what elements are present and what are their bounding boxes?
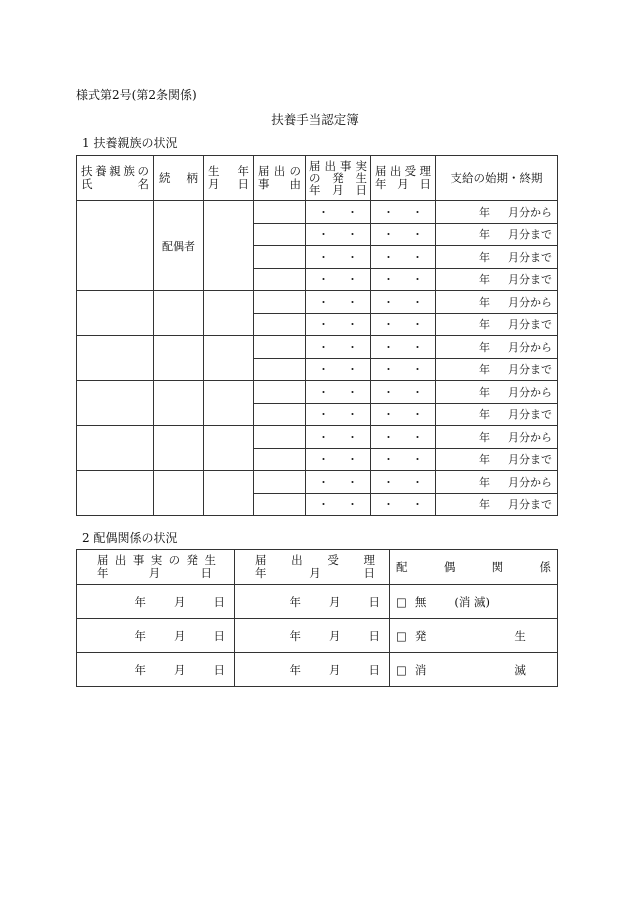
header-char: 生 [355, 171, 367, 185]
month-label: 月 [329, 662, 341, 677]
month-label: 月 [174, 628, 186, 643]
month-label: 月 [329, 594, 341, 609]
dependents-header-row [77, 156, 558, 201]
payment-period-cell[interactable] [436, 223, 558, 246]
month-label: 月 [174, 662, 186, 677]
receipt-date-cell[interactable] [371, 268, 436, 291]
header-char: 親 [109, 164, 121, 178]
header-char: 年 [97, 566, 109, 580]
date-dot: ・ [318, 453, 329, 467]
date-dot: ・ [347, 475, 358, 489]
header-char: 出 [114, 553, 127, 567]
header-char: 月 [332, 183, 344, 197]
header-char: 出 [273, 164, 286, 178]
dependents-table [76, 155, 558, 516]
relationship-cell[interactable] [154, 291, 204, 336]
month-from-label: 月分から [508, 385, 552, 399]
notification-reason-cell[interactable] [254, 403, 306, 426]
payment-period-cell[interactable] [436, 403, 558, 426]
occurrence-date-cell[interactable] [306, 313, 371, 336]
year-label: 年 [479, 498, 490, 512]
month-from-label: 月分から [508, 475, 552, 489]
spouse-relation-row [77, 585, 558, 619]
date-dot: ・ [347, 205, 358, 219]
date-dot: ・ [347, 340, 358, 354]
relation-option-detail: (消 滅) [454, 594, 491, 609]
month-from-label: 月分から [508, 295, 552, 309]
date-dot: ・ [383, 250, 394, 264]
date-dot: ・ [318, 295, 329, 309]
year-label: 年 [479, 408, 490, 422]
date-dot: ・ [383, 340, 394, 354]
receipt-date-cell[interactable] [235, 619, 390, 653]
birth-date-cell[interactable] [204, 201, 254, 291]
occurrence-date-cell[interactable] [306, 223, 371, 246]
date-dot: ・ [383, 228, 394, 242]
header-receipt-date [371, 156, 436, 201]
date-dot: ・ [318, 385, 329, 399]
receipt-date-cell[interactable] [371, 358, 436, 381]
fact-date-cell[interactable] [77, 653, 235, 687]
header-char: 届 [255, 553, 267, 567]
notification-reason-cell[interactable] [254, 471, 306, 494]
dependent-row [77, 291, 558, 314]
date-dot: ・ [412, 250, 423, 264]
header-occurrence-date [306, 156, 371, 201]
relation-option-detail: 生 [514, 628, 526, 643]
year-label: 年 [134, 628, 146, 643]
date-dot: ・ [412, 430, 423, 444]
date-dot: ・ [383, 475, 394, 489]
dependent-name-cell[interactable] [77, 381, 154, 426]
payment-period-cell[interactable] [436, 448, 558, 471]
month-from-label: 月分から [508, 430, 552, 444]
fact-date-cell[interactable] [77, 585, 235, 619]
dependent-row [77, 381, 558, 404]
date-dot: ・ [318, 273, 329, 287]
header-char: 年 [309, 183, 321, 197]
notification-reason-cell[interactable] [254, 448, 306, 471]
birth-date-cell[interactable] [204, 426, 254, 471]
payment-period-cell[interactable] [436, 268, 558, 291]
payment-period-cell[interactable] [436, 336, 558, 359]
date-dot: ・ [318, 228, 329, 242]
notification-reason-cell[interactable] [254, 201, 306, 224]
date-dot: ・ [412, 498, 423, 512]
occurrence-date-cell[interactable] [306, 381, 371, 404]
header-char: 実 [355, 159, 367, 173]
date-dot: ・ [347, 385, 358, 399]
date-dot: ・ [412, 318, 423, 332]
date-dot: ・ [412, 205, 423, 219]
header-char: の [137, 164, 149, 178]
occurrence-date-cell[interactable] [306, 291, 371, 314]
receipt-date-cell[interactable] [235, 585, 390, 619]
receipt-date-cell[interactable] [371, 246, 436, 269]
year-label: 年 [479, 363, 490, 377]
date-dot: ・ [347, 318, 358, 332]
year-label: 年 [479, 385, 490, 399]
header-char: 生 [204, 553, 216, 567]
date-dot: ・ [347, 273, 358, 287]
date-dot: ・ [412, 475, 423, 489]
date-dot: ・ [318, 430, 329, 444]
header-char: 柄 [186, 170, 198, 185]
month-to-label: 月分まで [508, 273, 552, 287]
date-dot: ・ [412, 363, 423, 377]
header-char: 理 [363, 553, 375, 567]
header-char: 関 [491, 559, 504, 574]
dependent-row [77, 201, 558, 224]
month-to-label: 月分まで [508, 250, 552, 264]
date-dot: ・ [383, 430, 394, 444]
date-dot: ・ [412, 340, 423, 354]
date-dot: ・ [347, 430, 358, 444]
notification-reason-cell[interactable] [254, 493, 306, 516]
receipt-date-cell[interactable] [371, 291, 436, 314]
payment-period-cell[interactable] [436, 426, 558, 449]
receipt-date-cell[interactable] [371, 336, 436, 359]
date-dot: ・ [383, 273, 394, 287]
date-dot: ・ [318, 250, 329, 264]
header-char: 事 [340, 159, 352, 173]
year-label: 年 [479, 475, 490, 489]
occurrence-date-cell[interactable] [306, 471, 371, 494]
header-char: 実 [150, 553, 163, 567]
occurrence-date-cell[interactable] [306, 201, 371, 224]
header-char: 養 [95, 164, 107, 178]
year-label: 年 [479, 453, 490, 467]
header-char: 月 [397, 177, 409, 191]
date-dot: ・ [383, 408, 394, 422]
relation-option-label: 消 [414, 662, 427, 677]
header-char: 発 [332, 171, 344, 185]
birth-date-cell[interactable] [204, 291, 254, 336]
relationship-cell[interactable] [154, 471, 204, 516]
day-label: 日 [213, 628, 225, 643]
month-to-label: 月分まで [508, 498, 552, 512]
date-dot: ・ [318, 340, 329, 354]
spouse-label: 配偶者 [162, 239, 195, 253]
year-label: 年 [479, 295, 490, 309]
notification-reason-cell[interactable] [254, 268, 306, 291]
header-char: 偶 [443, 559, 456, 574]
header-char: 月 [148, 566, 161, 580]
payment-period-cell[interactable] [436, 313, 558, 336]
notification-reason-cell[interactable] [254, 336, 306, 359]
date-dot: ・ [383, 498, 394, 512]
header-char: 配 [396, 559, 408, 574]
dependent-row [77, 426, 558, 449]
header-fact-date [77, 550, 235, 585]
month-to-label: 月分まで [508, 228, 552, 242]
header-char: 出 [291, 553, 303, 567]
header-notification-reason [254, 156, 306, 201]
receipt-date-cell[interactable] [371, 448, 436, 471]
header-char: 月 [309, 566, 321, 580]
occurrence-date-cell[interactable] [306, 246, 371, 269]
occurrence-date-cell[interactable] [306, 493, 371, 516]
month-from-label: 月分から [508, 205, 552, 219]
notification-reason-cell[interactable] [254, 381, 306, 404]
date-dot: ・ [412, 385, 423, 399]
dependent-name-cell[interactable] [77, 471, 154, 516]
date-dot: ・ [383, 295, 394, 309]
header-char: 理 [419, 164, 431, 178]
receipt-date-cell[interactable] [235, 653, 390, 687]
document-title: 扶養手当認定簿 [271, 112, 359, 127]
header-char: 由 [289, 177, 301, 191]
year-label: 年 [289, 594, 301, 609]
date-dot: ・ [412, 453, 423, 467]
receipt-date-cell[interactable] [371, 381, 436, 404]
payment-period-cell[interactable] [436, 381, 558, 404]
dependent-name-cell[interactable] [77, 426, 154, 471]
date-dot: ・ [383, 385, 394, 399]
birth-date-cell[interactable] [204, 336, 254, 381]
year-label: 年 [479, 228, 490, 242]
receipt-date-cell[interactable] [371, 223, 436, 246]
occurrence-date-cell[interactable] [306, 336, 371, 359]
dependent-name-cell[interactable] [77, 336, 154, 381]
notification-reason-cell[interactable] [254, 313, 306, 336]
relation-status-cell[interactable] [390, 585, 558, 619]
notification-reason-cell[interactable] [254, 426, 306, 449]
header-char: 氏 [81, 177, 93, 191]
header-char: 出 [389, 164, 402, 178]
date-dot: ・ [318, 475, 329, 489]
year-label: 年 [479, 250, 490, 264]
payment-period-cell[interactable] [436, 493, 558, 516]
section1-heading: 1 扶養親族の状況 [82, 136, 178, 150]
relation-checkbox[interactable]: □ [396, 662, 407, 677]
header-char: 係 [539, 559, 551, 574]
day-label: 日 [368, 628, 380, 643]
notification-reason-cell[interactable] [254, 291, 306, 314]
header-receipt-date-2 [235, 550, 390, 585]
day-label: 日 [368, 594, 380, 609]
year-label: 年 [479, 205, 490, 219]
relation-checkbox[interactable]: □ [396, 594, 407, 609]
year-label: 年 [479, 340, 490, 354]
relation-status-cell[interactable] [390, 653, 558, 687]
date-dot: ・ [412, 408, 423, 422]
date-dot: ・ [318, 408, 329, 422]
dependent-name-cell[interactable] [77, 291, 154, 336]
date-dot: ・ [347, 363, 358, 377]
receipt-date-cell[interactable] [371, 471, 436, 494]
header-char: 届 [375, 164, 387, 178]
date-dot: ・ [383, 363, 394, 377]
relationship-cell[interactable] [154, 336, 204, 381]
month-to-label: 月分まで [508, 318, 552, 332]
date-dot: ・ [383, 453, 394, 467]
day-label: 日 [368, 662, 380, 677]
date-dot: ・ [347, 250, 358, 264]
spouse-relation-row [77, 653, 558, 687]
header-char: 年 [237, 164, 249, 178]
dependent-row [77, 336, 558, 359]
header-char: の [309, 171, 321, 185]
header-char: の [168, 553, 181, 567]
header-char: 月 [208, 177, 220, 191]
birth-date-cell[interactable] [204, 471, 254, 516]
spouse-relation-table [76, 549, 558, 687]
occurrence-date-cell[interactable] [306, 426, 371, 449]
year-label: 年 [289, 628, 301, 643]
date-dot: ・ [383, 205, 394, 219]
date-dot: ・ [412, 228, 423, 242]
header-char: の [289, 164, 301, 178]
year-label: 年 [479, 318, 490, 332]
relation-option-label: 無 [414, 594, 427, 609]
occurrence-date-cell[interactable] [306, 358, 371, 381]
header-char: 日 [363, 566, 375, 580]
header-char: 年 [255, 566, 267, 580]
occurrence-date-cell[interactable] [306, 403, 371, 426]
date-dot: ・ [412, 295, 423, 309]
payment-period-cell[interactable] [436, 201, 558, 224]
header-char: 名 [137, 177, 149, 191]
date-dot: ・ [318, 498, 329, 512]
date-dot: ・ [318, 363, 329, 377]
header-char: 出 [324, 159, 336, 173]
month-to-label: 月分まで [508, 453, 552, 467]
date-dot: ・ [347, 295, 358, 309]
notification-reason-cell[interactable] [254, 358, 306, 381]
header-char: 日 [237, 177, 249, 191]
header-payment-period: 支給の始期・終期 [436, 156, 558, 201]
header-char: 届 [309, 159, 321, 173]
receipt-date-cell[interactable] [371, 426, 436, 449]
month-to-label: 月分まで [508, 408, 552, 422]
header-dependent-name [77, 156, 154, 201]
form-number: 様式第2号(第2条関係) [76, 88, 197, 102]
birth-date-cell[interactable] [204, 381, 254, 426]
notification-reason-cell[interactable] [254, 246, 306, 269]
header-char: 日 [355, 183, 367, 197]
day-label: 日 [213, 662, 225, 677]
spouse-header-row [77, 550, 558, 585]
month-to-label: 月分まで [508, 363, 552, 377]
receipt-date-cell[interactable] [371, 493, 436, 516]
header-spouse-relation [390, 550, 558, 585]
year-label: 年 [289, 662, 301, 677]
payment-period-cell[interactable] [436, 291, 558, 314]
fact-date-cell[interactable] [77, 619, 235, 653]
dependent-name-cell[interactable] [77, 201, 154, 291]
header-char: 日 [419, 177, 431, 191]
receipt-date-cell[interactable] [371, 313, 436, 336]
year-label: 年 [479, 273, 490, 287]
spouse-relation-row [77, 619, 558, 653]
header-char: 受 [327, 553, 339, 567]
date-dot: ・ [318, 205, 329, 219]
header-char: 事 [258, 177, 270, 191]
month-label: 月 [174, 594, 186, 609]
header-char: 族 [123, 164, 135, 178]
dependent-row [77, 471, 558, 494]
header-char: 届 [258, 164, 270, 178]
year-label: 年 [134, 594, 146, 609]
relationship-cell[interactable] [154, 381, 204, 426]
month-label: 月 [329, 628, 341, 643]
header-char: 受 [404, 164, 417, 178]
relation-option-label: 発 [414, 628, 427, 643]
payment-period-cell[interactable] [436, 358, 558, 381]
relationship-cell[interactable] [154, 201, 204, 291]
date-dot: ・ [347, 228, 358, 242]
header-char: 日 [200, 566, 212, 580]
date-dot: ・ [347, 408, 358, 422]
day-label: 日 [213, 594, 225, 609]
payment-period-cell[interactable] [436, 471, 558, 494]
relation-status-cell[interactable] [390, 619, 558, 653]
receipt-date-cell[interactable] [371, 201, 436, 224]
date-dot: ・ [318, 318, 329, 332]
header-char: 発 [186, 553, 199, 567]
header-char: 事 [132, 553, 145, 567]
header-char: 年 [375, 177, 387, 191]
relation-checkbox[interactable]: □ [396, 628, 407, 643]
relation-option-detail: 滅 [514, 662, 526, 677]
date-dot: ・ [347, 498, 358, 512]
year-label: 年 [479, 430, 490, 444]
occurrence-date-cell[interactable] [306, 448, 371, 471]
header-birth-date [204, 156, 254, 201]
notification-reason-cell[interactable] [254, 223, 306, 246]
header-relationship [154, 156, 204, 201]
header-char: 届 [97, 553, 109, 567]
receipt-date-cell[interactable] [371, 403, 436, 426]
date-dot: ・ [412, 273, 423, 287]
date-dot: ・ [347, 453, 358, 467]
header-char: 生 [208, 164, 220, 178]
section2-heading: 2 配偶関係の状況 [82, 531, 178, 545]
month-from-label: 月分から [508, 340, 552, 354]
date-dot: ・ [383, 318, 394, 332]
year-label: 年 [134, 662, 146, 677]
occurrence-date-cell[interactable] [306, 268, 371, 291]
payment-period-cell[interactable] [436, 246, 558, 269]
header-char: 扶 [81, 164, 93, 178]
relationship-cell[interactable] [154, 426, 204, 471]
header-char: 続 [159, 170, 171, 185]
